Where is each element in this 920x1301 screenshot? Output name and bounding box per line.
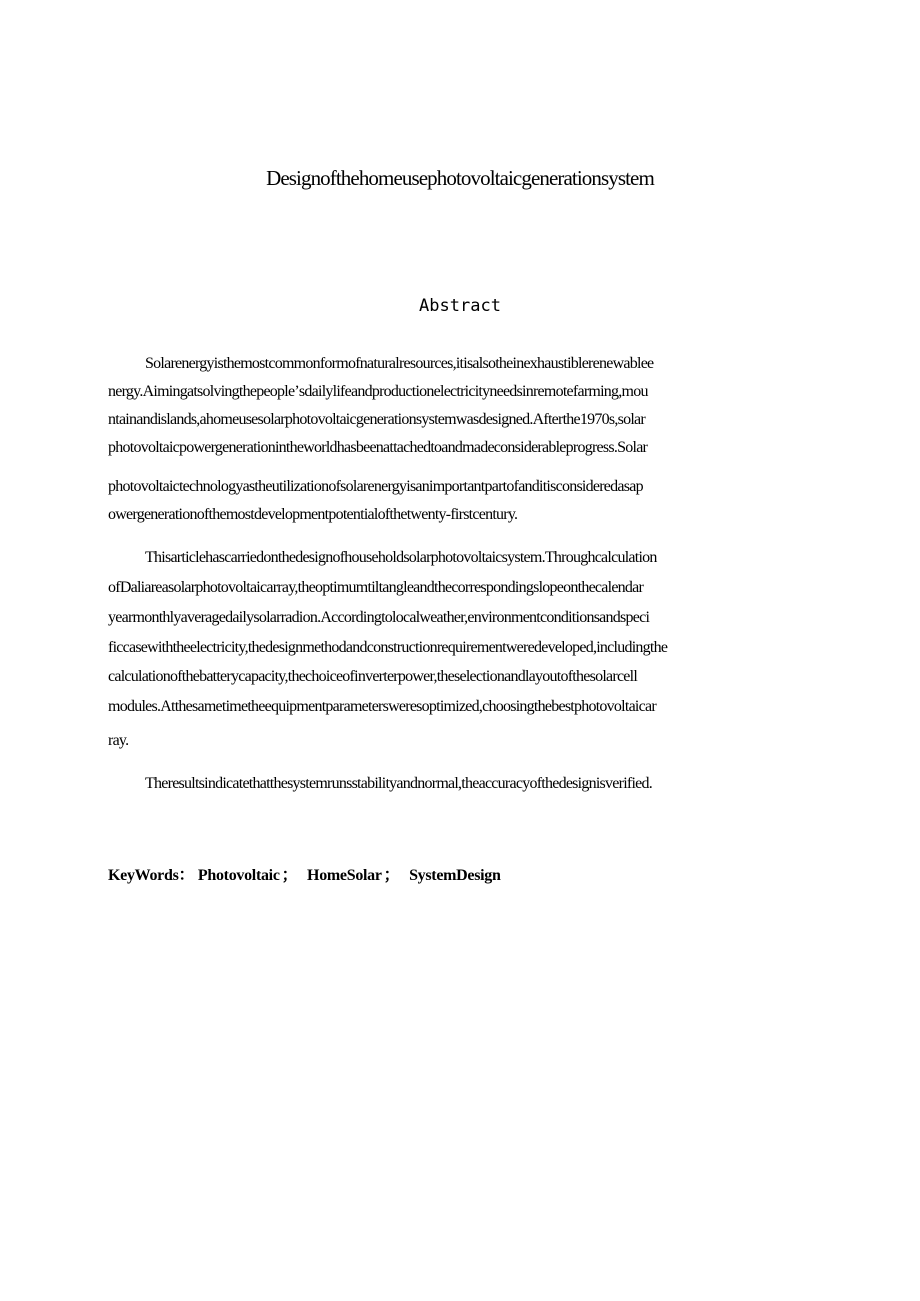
paragraph-line: photovoltaicpowergenerationintheworldhasbeenattachedtoandmadeconsiderableprogress.Solar [108, 439, 648, 456]
keyword: HomeSolar [307, 867, 382, 884]
paragraph-line: ntainandislands,ahomeusesolarphotovoltaicgenerationsystemwasdesigned.Afterthe1970s,solar [108, 411, 645, 428]
keyword-separator: ； [383, 867, 400, 884]
keywords [108, 862, 501, 885]
keyword: SystemDesign [409, 867, 501, 884]
abstract-heading: Abstract [419, 296, 501, 316]
paragraph-line: Solarenergyisthemostcommonformofnaturalresources,itisalsotheinexhaustiblerenewableе [145, 355, 654, 372]
paragraph-line: calculationofthebatterycapacity,thechoiceofinverterpower,theselectionandlayoutofthesolarcell [108, 668, 638, 685]
keyword: Photovoltaic [197, 867, 280, 884]
paragraph-line: owergenerationofthemostdevelopmentpotentialofthetwenty-firstcentury. [108, 506, 518, 523]
paragraph-line: Thisarticlehascarriedonthedesignofhouseholdsolarphotovoltaicsystem.Throughcalculation [145, 549, 657, 566]
paragraph-line: ray. [108, 732, 129, 749]
keyword-separator: ； [281, 867, 298, 884]
paragraph-line: Theresultsindicatethatthesystemrunsstabilityandnormal,theaccuracyofthedesignisverified. [145, 775, 653, 792]
paragraph-line: ofDaliareasolarphotovoltaicarray,theoptimumtiltangleandthecorrespondingslopeonthecalendar [108, 579, 644, 596]
paragraph-line: modules.Atthesametimetheequipmentparametersweresoptimized,choosingthebestphotovoltaicar [108, 698, 656, 715]
paragraph-line: ficcasewiththeelectricity,thedesignmethodandconstructionrequirementweredeveloped,includingthe [108, 639, 668, 656]
paragraph-line: nergy.Aimingatsolvingthepeopleʼsdailylifeandproductionelectricityneedsinremotefarming,mou [108, 383, 648, 400]
paragraph-line: yearmonthlyaveragedailysolarradion.Accordingtolocalweather,environmentconditionsandspeci [108, 609, 650, 626]
paragraph-line: photovoltaictechnologyastheutilizationofsolarenergyisanimportantpartofanditisconsideredasap [108, 478, 643, 495]
document-title: Designofthehomeusephotovoltaicgenerationsystem [266, 166, 654, 190]
keywords-label: KeyWords： [108, 867, 195, 884]
